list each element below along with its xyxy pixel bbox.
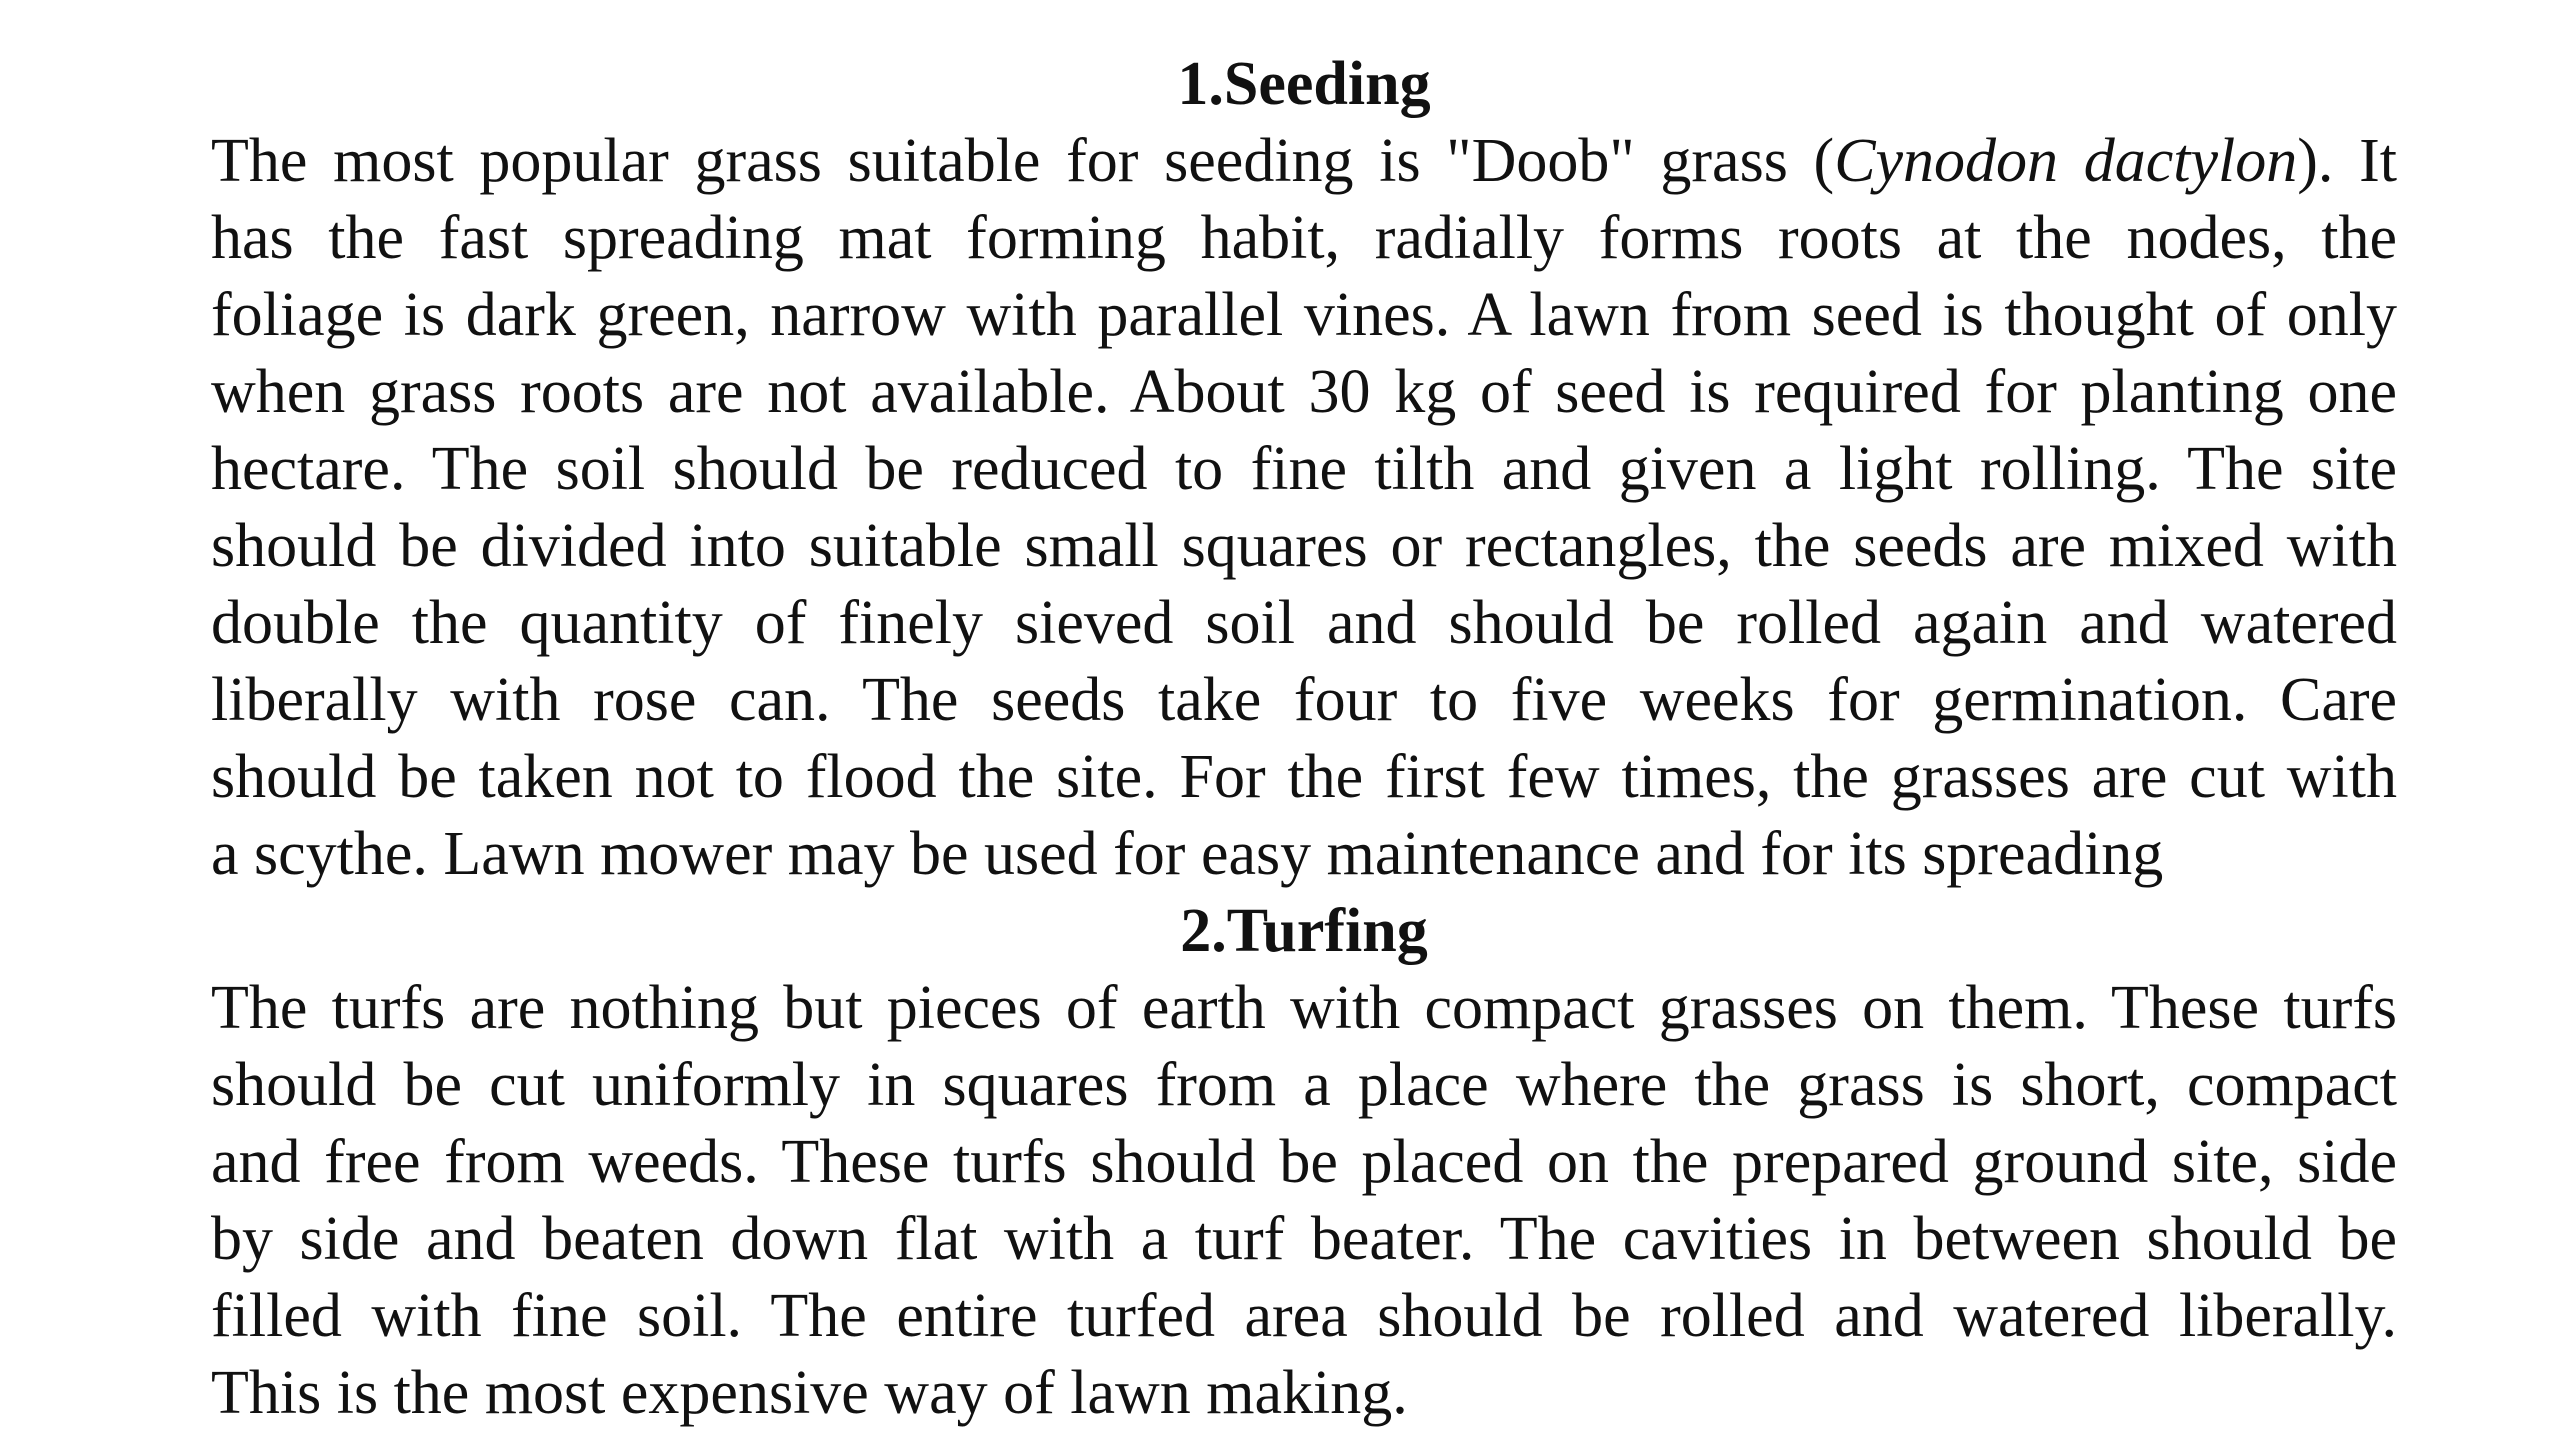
text-line: double the quantity of finely sieved soil and should be rolled again and watered <box>211 589 2397 657</box>
text-line: foliage is dark green, narrow with parallel vines. A lawn from seed is thought of only <box>211 281 2397 349</box>
text-line: by side and beaten down flat with a turf beater. The cavities in between should be <box>211 1205 2397 1273</box>
text-line: should be cut uniformly in squares from a place where the grass is short, compact <box>211 1051 2397 1119</box>
text-line: a scythe. Lawn mower may be used for easy maintenance and for its spreading <box>211 820 2164 888</box>
text-line: should be divided into suitable small squares or rectangles, the seeds are mixed with <box>211 512 2397 580</box>
document-page <box>211 46 2397 1432</box>
text-line: filled with fine soil. The entire turfed area should be rolled and watered liberally. <box>211 1282 2397 1350</box>
text-line: liberally with rose can. The seeds take four to five weeks for germination. Care <box>211 666 2397 734</box>
text-line: The most popular grass suitable for seeding is "Doob" grass (Cynodon dactylon). It <box>211 127 2397 195</box>
text-line: The turfs are nothing but pieces of earth with compact grasses on them. These turfs <box>211 974 2397 1042</box>
section-heading-seeding: 1.Seeding <box>1177 50 1431 118</box>
text-line: and free from weeds. These turfs should be placed on the prepared ground site, side <box>211 1128 2397 1196</box>
text-line: This is the most expensive way of lawn making. <box>211 1359 1408 1427</box>
text-line: has the fast spreading mat forming habit, radially forms roots at the nodes, the <box>211 204 2397 272</box>
text-line: when grass roots are not available. About 30 kg of seed is required for planting one <box>211 358 2397 426</box>
turfing-paragraph <box>211 970 2397 1432</box>
text-line: should be taken not to flood the site. For the first few times, the grasses are cut with <box>211 743 2397 811</box>
section-heading-turfing: 2.Turfing <box>1180 897 1428 965</box>
seeding-paragraph <box>211 123 2397 893</box>
scientific-name: Cynodon dactylon <box>1834 127 2298 195</box>
text-line: hectare. The soil should be reduced to fine tilth and given a light rolling. The site <box>211 435 2397 503</box>
